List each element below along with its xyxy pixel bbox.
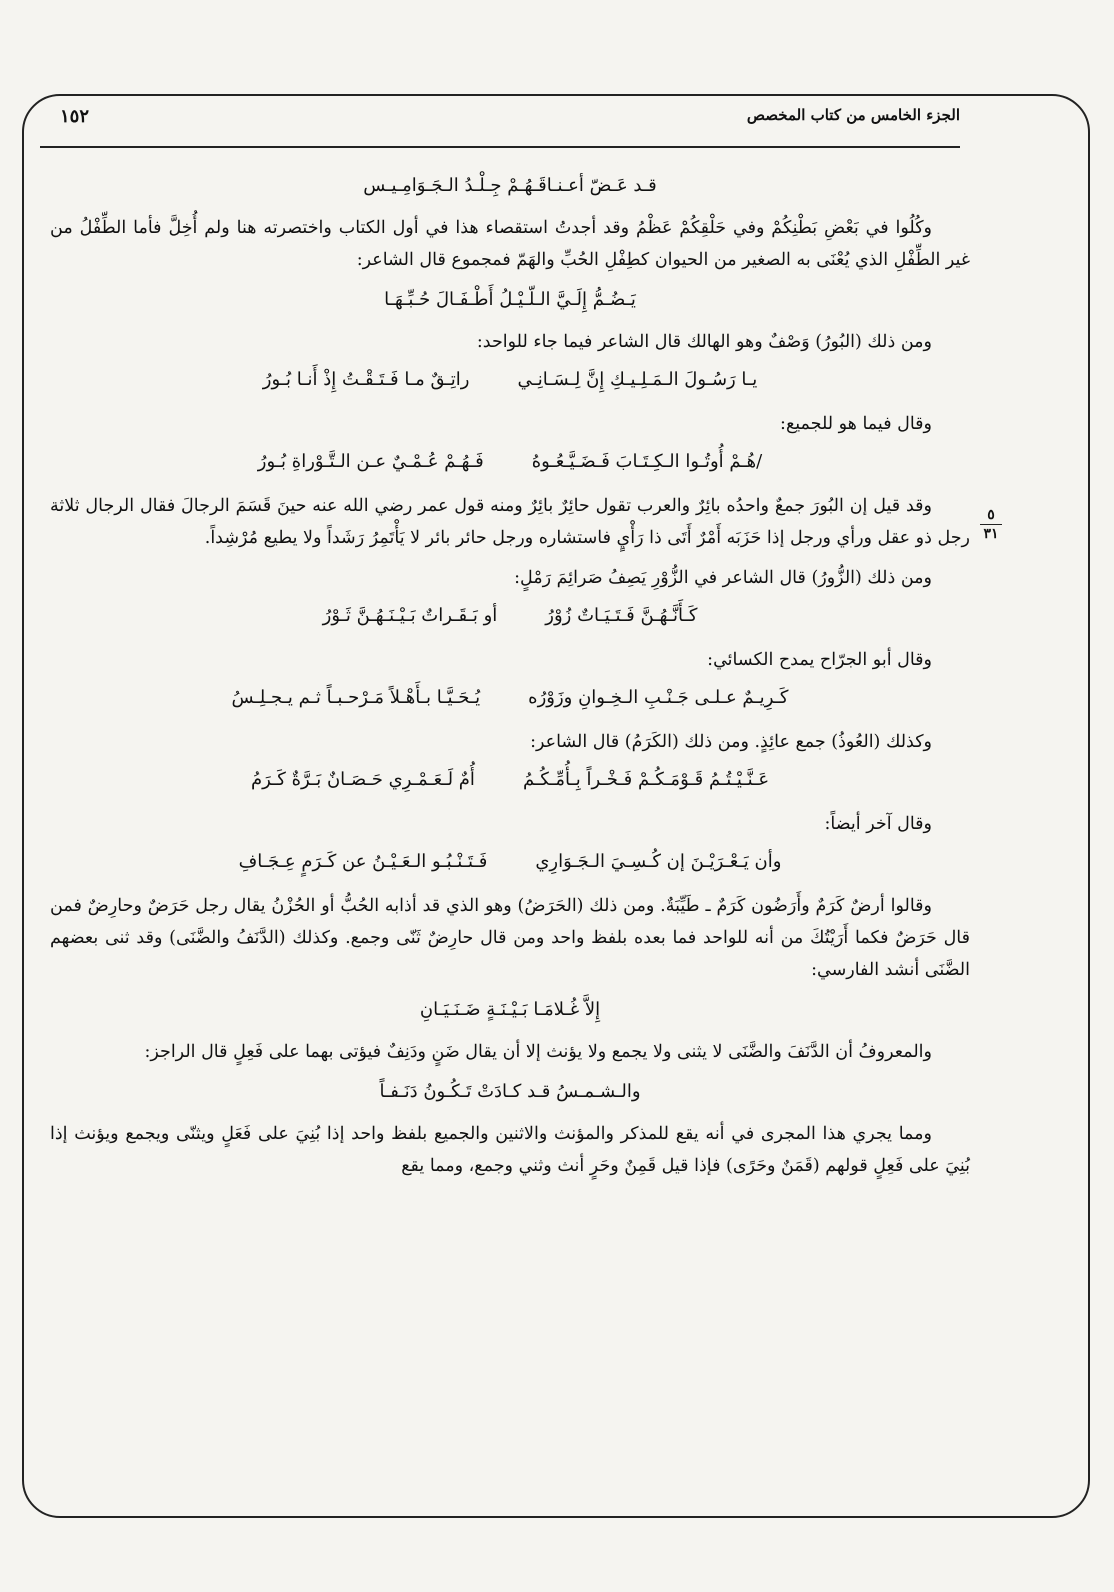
- intro-line: وقال آخر أيضاً:: [824, 814, 932, 834]
- verse-couplet: [50, 446, 970, 478]
- verse-first-hemistich: كَـأَنَّـهُـنَّ فَـتَـيَـاتٌ زُوْرُ: [545, 605, 698, 626]
- verse-second-hemistich: يُـحَـيَّـا بـأَهْـلاً مَـرْحـبـاً ثـم يـجـلِـسُ: [231, 687, 481, 708]
- verse-couplet: [50, 764, 970, 796]
- verse-second-hemistich: راتِـقٌ مـا فَـتَـقْـتُ إِذْ أَنـا بُـورُ: [262, 369, 470, 390]
- verse-first-hemistich: كَـرِيـمٌ عـلـى جَـنْـبِ الـخِـوانِ وزَوْرُه: [528, 687, 789, 708]
- verse-first-hemistich: يـا رَسُـولَ الـمَـلِـيـكِ إِنَّ لِـسَـانِـي: [517, 369, 758, 390]
- verse-first-hemistich: /هُـمْ أُوتُـوا الـكِـتَـابَ فَـضَـيَّـعُـوهُ: [531, 451, 763, 472]
- intro-line: ومن ذلك (الزُّورُ) قال الشاعر في الزُّوْرِ يَصِفُ صَرائِمَ رَمْلٍ:: [514, 568, 932, 588]
- verse-first-hemistich: عَـنَّـيْـتُـمُ قَـوْمَـكُـمْ فَـخْـراً بِـأُمِّـكُـمُ: [522, 769, 770, 790]
- verse-couplet: [50, 846, 970, 878]
- page-header: [60, 100, 960, 136]
- verse-line: قـد عَـضّ أعـنـاقَـهُـمْ جِـلْـدُ الـجَـوَامِـيـس: [363, 175, 657, 196]
- paragraph: وقالوا أرضٌ كَرَمٌ وأَرَضُون كَرَمٌ ـ طَيِّبَةٌ. ومن ذلك (الحَرَضُ) وهو الذي قد أذابه الحُبُّ أو الحُزْنُ يقال رجل حَرَضٌ وحارِضٌ فمن قال حَرَضٌ فكما أَرَيْتُكَ من أنه للواحد فما بعده بلفظ واحد ومن قال حارِضٌ ثَنّى وجمع. وكذلك (الدَّنَفُ والضَّنَى) وقد ثنى بعضهم الضَّنَى أنشد الفارسي:: [50, 896, 970, 980]
- verse-line: والـشـمـسُ قـد كـادَتْ تَـكُـونُ دَنَـفـاً: [379, 1081, 641, 1102]
- margin-reference: [976, 508, 1006, 541]
- margin-ref-bar: [980, 524, 1002, 525]
- intro-line: ومن ذلك (البُورُ) وَصْفٌ وهو الهالك قال الشاعر فيما جاء للواحد:: [476, 332, 932, 352]
- verse-second-hemistich: فَـتَـنْـبُـو الـعَـيْـنُ عن كَـرَمٍ عِـجَـافِ: [238, 851, 488, 872]
- paragraph: ومما يجري هذا المجرى في أنه يقع للمذكر والمؤنث والاثنين والجميع بلفظ واحد إذا بُنِيَ على فَعَلٍ ويثنّى ويجمع ويؤنث إذا بُنِيَ على فَعِلٍ قولهم (قَمَنٌ وحَرًى) فإذا قيل قَمِنٌ وحَرٍ أنث وثني وجمع، ومما يقع: [50, 1124, 970, 1176]
- verse-line: إِلاَّ غُـلامَـا بَـيْـنَـةٍ ضَـنَـيَـانِ: [419, 999, 601, 1020]
- page-number: ١٥٢: [60, 106, 90, 127]
- paragraph: والمعروفُ أن الدَّنَفَ والضَّنَى لا يثنى ولا يجمع ولا يؤنث إلا أن يقال ضَنٍ ودَنِفٌ فيؤتى بهما على فَعِلٍ قال الراجز:: [144, 1042, 932, 1062]
- intro-line: وقال أبو الجرّاح يمدح الكسائي:: [707, 650, 932, 670]
- margin-ref-top: ٥: [987, 507, 995, 523]
- verse-second-hemistich: أُمٌ لَـعَـمْـرِي حَـصَـانٌ بَـرَّةٌ كَـرَمُ: [250, 769, 475, 790]
- verse-first-hemistich: وأن يَـعْـرَيْـنَ إن كُـسِـيَ الـجَـوَارِي: [535, 851, 782, 872]
- verse-second-hemistich: أو بَـقَـراتٌ بَـيْـنَـهُـنَّ ثَـوْرُ: [322, 605, 498, 626]
- main-text: [50, 166, 970, 1496]
- paragraph: وقد قيل إن البُورَ جمعٌ واحدُه بائِرٌ والعرب تقول حائِرٌ بائِرٌ ومنه قول عمر رضي الله عنه حينَ قَسَمَ الرجالَ فقال الرجال ثلاثة رجل ذو عقل ورأي ورجل إذا حَزَبَه أَمْرٌ أَتَى ذا رَأْيٍ فاستشاره ورجل حائر بائر لا يَأْتَمِرُ رَشَداً ولا يطيع مُرْشِداً.: [50, 496, 970, 548]
- header-rule: [40, 146, 960, 148]
- verse-line: يَـضُـمُّ إِلَـيَّ الـلّـيْـلُ أَطْـفَـالَ حُـبِّـهَـا: [384, 289, 636, 310]
- intro-line: وكذلك (العُوذُ) جمع عائِذٍ. ومن ذلك (الكَرَمُ) قال الشاعر:: [530, 732, 932, 752]
- intro-line: وقال فيما هو للجميع:: [780, 414, 932, 434]
- verse-second-hemistich: فَـهُـمْ عُـمْـيٌ عـن الـتَّـوْراةِ بُـورُ: [257, 451, 484, 472]
- paragraph: وكُلُوا في بَعْضِ بَطْنِكُمْ وفي حَلْقِكُمْ عَظْمُ وقد أجدتُ استقصاء هذا في أول الكتاب واختصرته هنا ولم أُخِلَّ فأما الطِّفْلُ من غير الطِّفْلِ الذي يُعْنَى به الصغير من الحيوان كطِفْلِ الحُبِّ والهَمّ فمجموع قال الشاعر:: [50, 218, 970, 270]
- verse-couplet: [50, 600, 970, 632]
- verse-couplet: [50, 364, 970, 396]
- running-title: الجزء الخامس من كتاب المخصص: [746, 106, 960, 124]
- margin-ref-bottom: ٣١: [983, 526, 999, 542]
- verse-couplet: [50, 682, 970, 714]
